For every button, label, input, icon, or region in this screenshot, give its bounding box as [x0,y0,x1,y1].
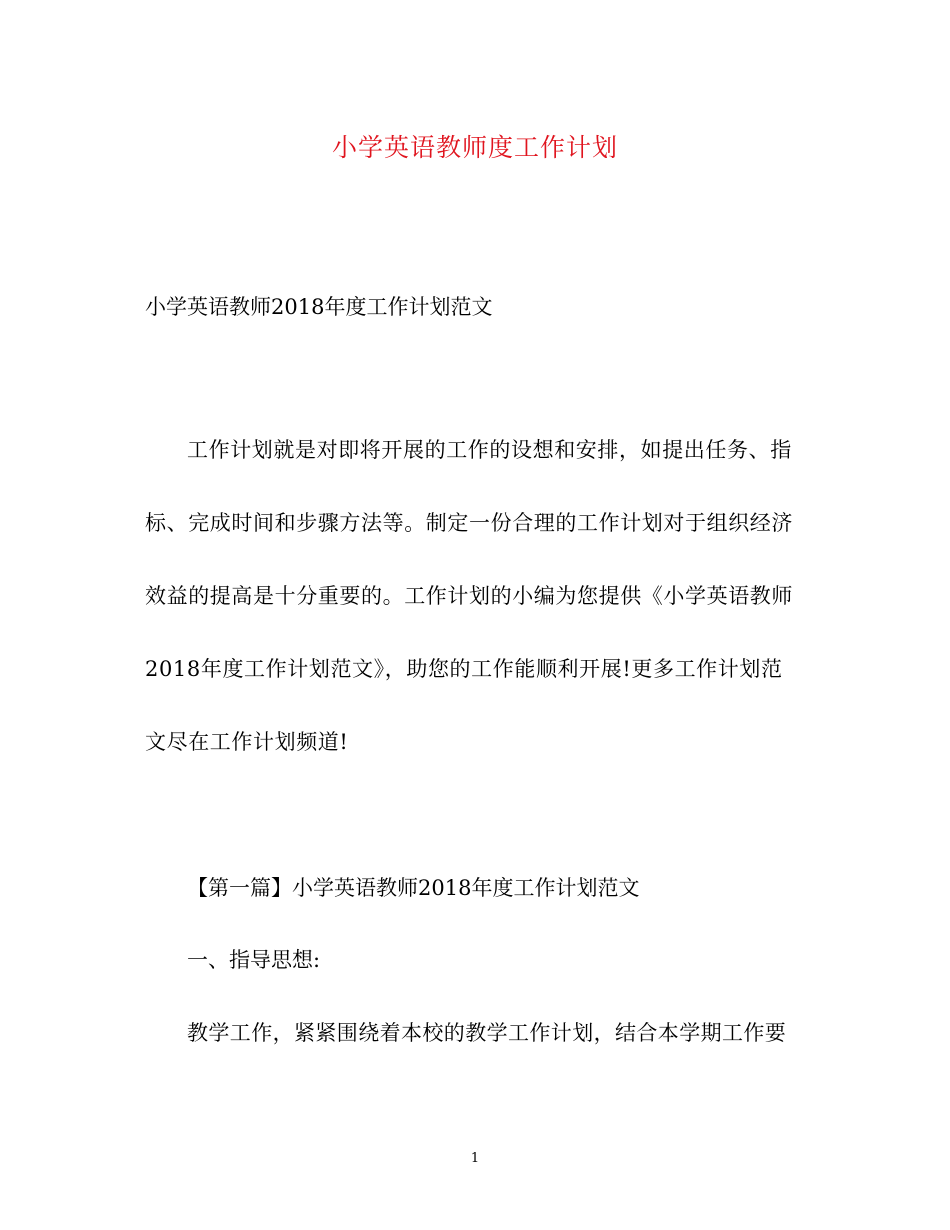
intro-line: 效益的提高是十分重要的。工作计划的小编为您提供《小学英语教师 [145,584,793,608]
intro-line: 文尽在工作计划频道! [145,730,349,754]
intro-paragraph [145,428,805,793]
document-subtitle: 小学英语教师2018年度工作计划范文 [145,295,493,319]
body-paragraph: 教学工作，紧紧围绕着本校的教学工作计划，结合本学期工作要 [187,1021,787,1045]
page-number: 1 [470,1151,480,1166]
section-heading: 【第一篇】小学英语教师2018年度工作计划范文 [187,876,640,900]
document-title: 小学英语教师度工作计划 [331,133,618,162]
guide-heading: 一、指导思想: [187,948,321,972]
intro-line: 标、完成时间和步骤方法等。制定一份合理的工作计划对于组织经济 [145,511,793,535]
intro-line: 2018年度工作计划范文》，助您的工作能顺利开展!更多工作计划范 [145,657,783,681]
intro-line: 工作计划就是对即将开展的工作的设想和安排，如提出任务、指 [187,438,792,462]
